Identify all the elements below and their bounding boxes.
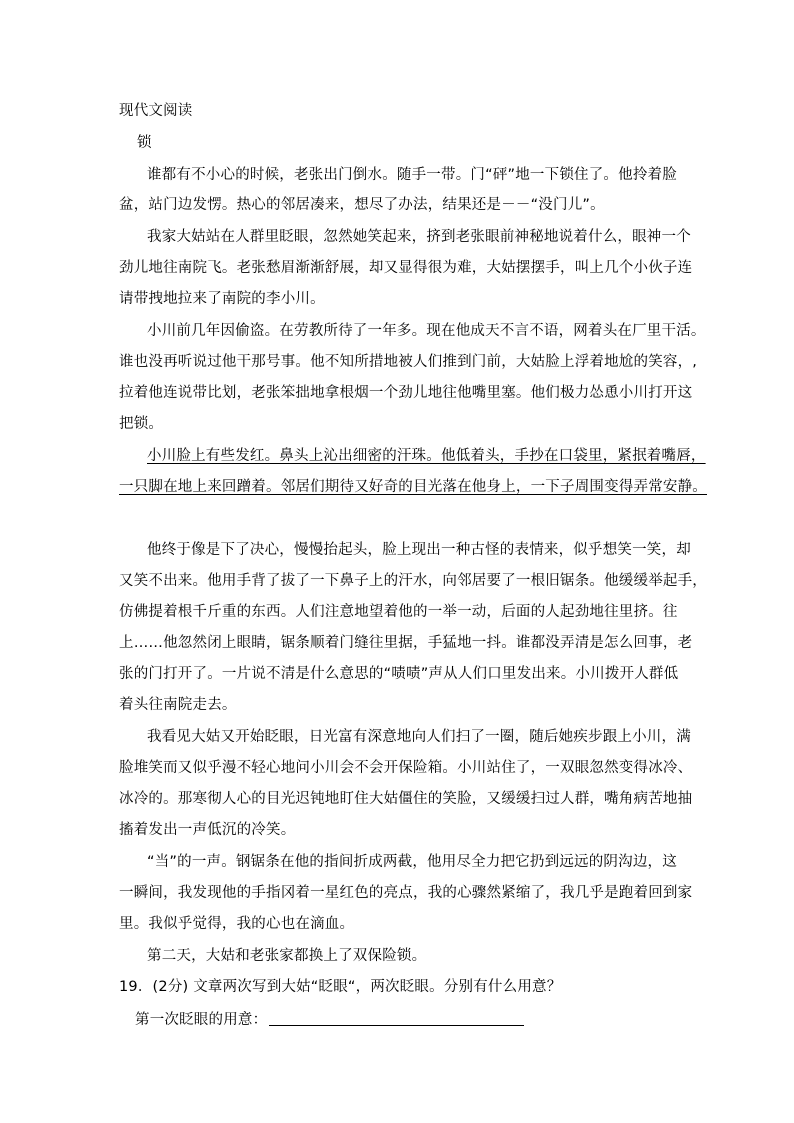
paragraph-line: 我看见大姑又开始眨眼，日光富有深意地向人们扫了一圈，随后她疾步跟上小川，满 (147, 729, 691, 745)
paragraph-line: 第二天，大姑和老张家都换上了双保险锁。 (147, 948, 427, 964)
paragraph-line: 拉着他连说带比划，老张笨拙地拿根烟一个劲儿地往他嘴里塞。他们极力怂恿小川打开这 (119, 385, 693, 401)
paragraph-line: 冰冷的。那寒彻人心的目光迟钝地盯住大姑僵住的笑脸，又缓缓扫过人群，嘴角病苦地抽 (119, 791, 693, 807)
paragraph-line: “当”的一声。钢锯条在他的指间折成两截，他用尽全力把它扔到远远的阴沟边，这 (147, 854, 677, 870)
underlined-fragment: 一只脚在地上来回蹭着。邻居们期待又好奇的目光落在他身上，一下子周围变得弄常安静。 (119, 479, 707, 495)
paragraph-line: 谁也没再听说过他干那号事。他不知所措地被人们推到门前，大姑脸上浮着地尬的笑容，, (119, 354, 698, 370)
paragraph-line: 劲儿地往南院飞。老张愁眉渐渐舒展，却又显得很为难，大姑摆摆手，叫上几个小伙子连 (119, 260, 693, 276)
answer-label: 第一次眨眼的用意： (135, 1012, 268, 1028)
answer-row (135, 1010, 524, 1030)
paragraph-line: 脸堆笑而又似乎漫不轻心地问小川会不会开保险箱。小川站住了，一双眼忽然变得冰冷、 (119, 760, 693, 776)
paragraph-line: 把锁。 (119, 416, 164, 432)
paragraph-line: 里。我似乎觉得，我的心也在滴血。 (119, 916, 355, 932)
answer-blank[interactable] (269, 1011, 524, 1026)
paragraph-line: 谁都有不小心的时候，老张出门倒水。随手一带。门“砰”地一下锁住了。他拎着脸 (147, 167, 677, 183)
paragraph-line: 一瞬间，我发现他的手指冈着一星红色的亮点，我的心骤然紧缩了，我几乎是跑着回到家 (119, 885, 693, 901)
paragraph-line: 又笑不出来。他用手背了拔了一下鼻子上的汗水，向邻居要了一根旧锯条。他缓缓举起手， (119, 573, 707, 589)
paragraph-line: 小川前几年因偷盗。在劳教所待了一年多。现在他成天不言不语，网着头在厂里干活。 (147, 323, 706, 339)
story-title: 锁 (137, 135, 152, 151)
paragraph-line: 我家大姑站在人群里眨眼，忽然她笑起来，挤到老张眼前神秘地说着什么，眼神一个 (147, 229, 691, 245)
paragraph-line: 盆，站门边发愣。热心的邻居凑来，想尽了办法，结果还是－－“没门儿”。 (119, 197, 605, 213)
paragraph-line (119, 477, 707, 497)
question-text: 19．(2分) 文章两次写到大姑“眨眼“，两次眨眼。分别有什么用意？ (119, 979, 562, 995)
paragraph-line: 请带拽地拉来了南院的李小川。 (119, 291, 325, 307)
paragraph-line: 着头往南院走去。 (119, 697, 237, 713)
paragraph-line: 上……他忽然闭上眼睛，锯条顺着门缝往里据，手猛地一抖。谁都没弄清是怎么回事，老 (119, 635, 693, 651)
paragraph-line: 他终于像是下了决心，慢慢抬起头，脸上现出一种古怪的表情来，似乎想笑一笑，却 (147, 542, 691, 558)
section-title: 现代文阅读 (119, 103, 193, 119)
paragraph-line: 仿佛提着根千斤重的东西。人们注意地望着他的一举一动，后面的人起劲地往里挤。往 (119, 604, 678, 620)
paragraph-line: 搐着发出一声低沉的冷笑。 (119, 822, 296, 838)
underlined-paragraph-line: 小川脸上有些发红。鼻头上沁出细密的汗珠。他低着头，手抄在口袋里，紧抿着嘴唇， (147, 448, 706, 464)
paragraph-line: 张的门打开了。一片说不清是什么意思的“啧啧”声从人们口里发出来。小川拨开人群低 (119, 666, 679, 682)
